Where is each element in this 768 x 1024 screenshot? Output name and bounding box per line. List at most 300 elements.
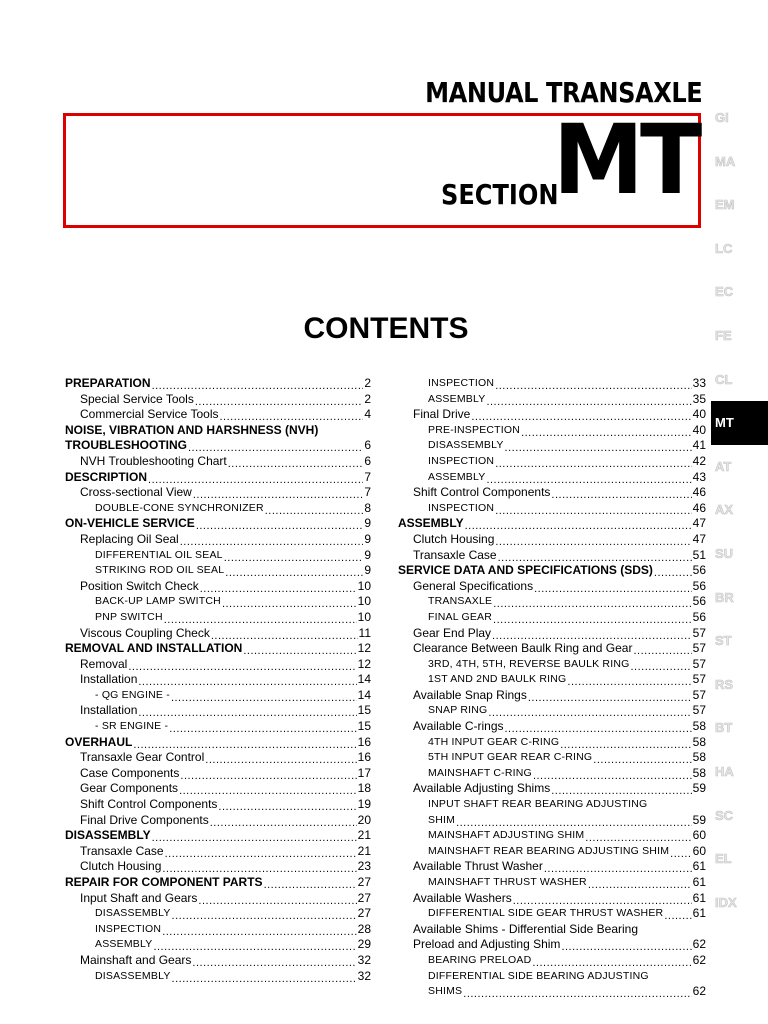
toc-entry-label[interactable]: - SR ENGINE -: [95, 720, 169, 733]
toc-entry-label[interactable]: DISASSEMBLY: [65, 828, 151, 843]
toc-entry-page: 19: [357, 797, 371, 812]
toc-leader-dots: [162, 924, 356, 937]
toc-entry-label[interactable]: ASSEMBLY: [398, 516, 464, 531]
toc-entry[interactable]: [398, 750, 706, 766]
toc-entry-label[interactable]: Shift Control Components: [413, 485, 551, 500]
toc-leader-dots: [588, 878, 692, 891]
toc-entry-page: 8: [364, 500, 371, 515]
toc-entry-page: 32: [357, 952, 371, 967]
section-tab-el[interactable]: EL: [715, 851, 732, 867]
toc-entry[interactable]: [398, 828, 706, 844]
toc-entry-page: 58: [692, 765, 706, 780]
toc-leader-dots: [495, 457, 691, 470]
toc-entry[interactable]: [398, 859, 706, 875]
toc-entry-label[interactable]: DISASSEMBLY: [95, 969, 171, 982]
toc-leader-dots: [493, 597, 691, 610]
toc-entry[interactable]: [398, 906, 706, 922]
toc-entry-label[interactable]: DOUBLE-CONE SYNCHRONIZER: [95, 501, 264, 514]
toc-leader-dots: [210, 815, 357, 828]
toc-leader-dots: [664, 909, 691, 922]
toc-entry-page: 47: [692, 531, 706, 546]
toc-entry[interactable]: [65, 937, 371, 953]
toc-leader-dots: [220, 410, 364, 423]
toc-entry[interactable]: [65, 797, 371, 813]
toc-leader-dots: [180, 535, 364, 548]
toc-entry-label[interactable]: INSPECTION: [95, 922, 162, 935]
toc-entry-label[interactable]: Shift Control Components: [80, 797, 218, 812]
toc-entry-label[interactable]: MAINSHAFT THRUST WASHER: [428, 876, 587, 888]
toc-entry-page: 57: [692, 672, 706, 687]
toc-entry[interactable]: [65, 735, 371, 751]
toc-entry-label[interactable]: Cross-sectional View: [80, 485, 192, 500]
section-tab-ma[interactable]: MA: [715, 153, 736, 169]
toc-entry-label[interactable]: NOISE, VIBRATION AND HARSHNESS (NVH): [65, 422, 319, 437]
toc-entry-label[interactable]: Mainshaft and Gears: [80, 952, 192, 967]
toc-entry[interactable]: [398, 392, 706, 408]
section-tab-lc[interactable]: LC: [715, 240, 733, 256]
toc-entry-page: 40: [692, 407, 706, 422]
toc-leader-dots: [193, 488, 363, 501]
toc-entry[interactable]: [65, 875, 371, 891]
toc-entry-label[interactable]: Available Snap Rings: [413, 687, 527, 702]
toc-entry[interactable]: [398, 657, 706, 673]
toc-entry-label[interactable]: Gear End Play: [413, 625, 492, 640]
toc-entry-page: 15: [357, 719, 371, 734]
toc-entry-label[interactable]: FINAL GEAR: [428, 610, 493, 623]
toc-leader-dots: [188, 441, 363, 454]
toc-entry-label[interactable]: Position Switch Check: [80, 578, 199, 593]
toc-entry[interactable]: [65, 719, 371, 735]
toc-leader-dots: [180, 768, 356, 781]
toc-entry[interactable]: [65, 922, 371, 938]
toc-entry-label[interactable]: DIFFERENTIAL SIDE GEAR THRUST WASHER: [428, 907, 664, 920]
toc-leader-dots: [585, 831, 691, 844]
toc-leader-dots: [495, 379, 691, 392]
manual-title: MANUAL TRANSAXLE: [424, 76, 702, 109]
toc-entry-label[interactable]: TRANSAXLE: [428, 595, 493, 608]
toc-entry[interactable]: [398, 953, 706, 969]
toc-entry-page: 20: [357, 812, 371, 827]
toc-leader-dots: [505, 722, 692, 735]
toc-leader-dots: [560, 737, 691, 750]
toc-entry[interactable]: [65, 766, 371, 782]
toc-entry-page: 46: [692, 500, 706, 515]
toc-leader-dots: [169, 722, 356, 735]
toc-leader-dots: [534, 581, 692, 594]
toc-entry[interactable]: [398, 407, 706, 423]
toc-entry-label[interactable]: Replacing Oil Seal: [80, 531, 179, 546]
toc-leader-dots: [243, 644, 356, 657]
toc-entry-label[interactable]: SNAP RING: [428, 704, 488, 717]
toc-entry[interactable]: [65, 828, 371, 844]
toc-leader-dots: [654, 566, 692, 579]
toc-leader-dots: [593, 753, 691, 766]
toc-leader-dots: [551, 784, 691, 797]
toc-entry-label[interactable]: Transaxle Gear Control: [80, 750, 205, 765]
toc-leader-dots: [648, 800, 705, 813]
toc-entry[interactable]: [398, 937, 706, 953]
toc-entry-label[interactable]: Available Shims - Differential Side Bearing: [413, 921, 639, 936]
toc-entry-label[interactable]: 1ST AND 2ND BAULK RING: [428, 673, 567, 686]
toc-entry[interactable]: [65, 906, 371, 922]
toc-entry-page: 21: [357, 843, 371, 858]
toc-entry-page: 62: [692, 984, 706, 999]
toc-entry[interactable]: [398, 516, 706, 532]
toc-entry-label[interactable]: DESCRIPTION: [65, 469, 148, 484]
toc-entry-label[interactable]: Available Adjusting Shims: [413, 781, 551, 796]
toc-entry-label[interactable]: Input Shaft and Gears: [80, 890, 198, 905]
toc-leader-dots: [172, 971, 357, 984]
toc-leader-dots: [138, 706, 356, 719]
toc-entry-label[interactable]: DIFFERENTIAL SIDE BEARING ADJUSTING: [428, 969, 649, 982]
toc-entry-label[interactable]: Clearance Between Baulk Ring and Gear: [413, 641, 633, 656]
toc-leader-dots: [465, 519, 692, 532]
toc-leader-dots: [528, 690, 692, 703]
toc-leader-dots: [211, 628, 358, 641]
toc-entry-label[interactable]: MAINSHAFT REAR BEARING ADJUSTING SHIM: [428, 844, 670, 857]
toc-entry-page: 9: [364, 563, 371, 578]
toc-leader-dots: [532, 956, 691, 969]
toc-leader-dots: [152, 831, 357, 844]
toc-leader-dots: [148, 472, 363, 485]
toc-entry-label[interactable]: Clutch Housing: [80, 859, 162, 874]
toc-entry[interactable]: [65, 423, 371, 439]
toc-entry-label[interactable]: ASSEMBLY: [95, 938, 153, 951]
toc-entry-label[interactable]: INSPECTION: [428, 501, 495, 514]
section-tab-br[interactable]: BR: [715, 589, 734, 605]
toc-entry[interactable]: [398, 376, 706, 392]
toc-entry-label[interactable]: Removal: [80, 656, 128, 671]
toc-entry-label[interactable]: DISASSEMBLY: [428, 439, 504, 452]
toc-entry-label[interactable]: 3RD, 4TH, 5TH, REVERSE BAULK RING: [428, 657, 630, 670]
toc-leader-dots: [153, 940, 356, 953]
toc-entry-label[interactable]: DISASSEMBLY: [95, 907, 171, 920]
toc-entry-label[interactable]: SERVICE DATA AND SPECIFICATIONS (SDS): [398, 563, 653, 578]
toc-leader-dots: [264, 878, 357, 891]
toc-leader-dots: [228, 457, 364, 470]
toc-entry-label[interactable]: Final Drive: [413, 407, 471, 422]
toc-entry[interactable]: [398, 454, 706, 470]
toc-entry[interactable]: [65, 641, 371, 657]
toc-entry[interactable]: [65, 470, 371, 486]
toc-leader-dots: [492, 628, 692, 641]
toc-entry[interactable]: [398, 875, 706, 891]
toc-entry-label[interactable]: Available Thrust Washer: [413, 859, 543, 874]
toc-entry[interactable]: [65, 501, 371, 517]
toc-entry[interactable]: [398, 984, 706, 1000]
section-tab-at[interactable]: AT: [715, 458, 732, 474]
toc-entry[interactable]: [65, 953, 371, 969]
toc-entry[interactable]: [398, 501, 706, 517]
toc-entry-label[interactable]: BACK-UP LAMP SWITCH: [95, 595, 221, 608]
toc-leader-dots: [224, 550, 364, 563]
toc-entry-page: 60: [692, 843, 706, 858]
toc-entry-label[interactable]: 4TH INPUT GEAR C-RING: [428, 735, 560, 748]
toc-entry-label[interactable]: SHIMS: [428, 985, 463, 998]
toc-entry-page: 61: [692, 906, 706, 921]
toc-entry[interactable]: [65, 891, 371, 907]
toc-entry-label[interactable]: Gear Components: [80, 781, 179, 796]
toc-entry[interactable]: [398, 688, 706, 704]
toc-leader-dots: [164, 613, 357, 626]
toc-entry-page: 15: [357, 703, 371, 718]
section-tab-gi[interactable]: GI: [715, 110, 729, 125]
toc-entry-label[interactable]: - QG ENGINE -: [95, 688, 170, 701]
toc-entry[interactable]: [65, 516, 371, 532]
toc-entry-page: 9: [364, 547, 371, 562]
toc-entry[interactable]: [398, 579, 706, 595]
toc-entry-page: 51: [692, 547, 706, 562]
toc-entry-page: 27: [357, 906, 371, 921]
toc-entry[interactable]: [65, 594, 371, 610]
toc-entry[interactable]: [65, 548, 371, 564]
toc-entry-label[interactable]: PREPARATION: [65, 376, 151, 390]
section-tab-ax[interactable]: AX: [715, 502, 734, 518]
toc-entry-page: 18: [357, 781, 371, 796]
toc-leader-dots: [172, 909, 357, 922]
toc-leader-dots: [196, 519, 364, 532]
toc-entry-page: 62: [692, 952, 706, 967]
toc-entry-label[interactable]: Clutch Housing: [413, 531, 495, 546]
toc-entry[interactable]: [398, 438, 706, 454]
toc-entry[interactable]: [398, 610, 706, 626]
toc-entry-page: 6: [364, 453, 371, 468]
toc-entry[interactable]: [65, 563, 371, 579]
toc-entry-label[interactable]: REMOVAL AND INSTALLATION: [65, 641, 243, 656]
toc-entry-page: 16: [357, 750, 371, 765]
toc-entry-page: 6: [364, 438, 371, 453]
toc-leader-dots: [463, 987, 691, 1000]
toc-entry-label[interactable]: STRIKING ROD OIL SEAL: [95, 564, 225, 577]
section-tab-sc[interactable]: SC: [715, 807, 734, 823]
toc-entry[interactable]: [398, 766, 706, 782]
toc-entry-page: 28: [357, 921, 371, 936]
toc-entry[interactable]: [398, 735, 706, 751]
toc-entry-page: 7: [364, 485, 371, 500]
toc-leader-dots: [533, 768, 692, 781]
toc-entry[interactable]: [398, 532, 706, 548]
section-tab-idx[interactable]: IDX: [715, 894, 737, 910]
toc-entry[interactable]: [398, 969, 706, 985]
toc-entry[interactable]: [65, 657, 371, 673]
toc-leader-dots: [138, 675, 356, 688]
toc-entry-page: 21: [357, 828, 371, 843]
toc-leader-dots: [192, 956, 356, 969]
toc-entry-page: 57: [692, 687, 706, 702]
toc-entry-label[interactable]: Final Drive Components: [80, 812, 209, 827]
toc-entry-page: 7: [364, 469, 371, 484]
toc-entry-label[interactable]: INSPECTION: [428, 377, 495, 389]
section-tab-bt[interactable]: BT: [715, 720, 733, 736]
toc-leader-dots: [205, 753, 356, 766]
toc-leader-dots: [544, 862, 692, 875]
toc-entry-label[interactable]: PNP SWITCH: [95, 610, 163, 623]
toc-leader-dots: [471, 410, 691, 423]
toc-left-column: [65, 376, 371, 984]
toc-entry-page: 57: [692, 625, 706, 640]
toc-entry[interactable]: [65, 454, 371, 470]
toc-entry-label[interactable]: ON-VEHICLE SERVICE: [65, 516, 195, 531]
toc-entry[interactable]: [398, 813, 706, 829]
toc-leader-dots: [486, 394, 691, 407]
toc-entry-page: 17: [357, 765, 371, 780]
toc-entry[interactable]: [398, 641, 706, 657]
toc-entry[interactable]: [65, 969, 371, 985]
toc-entry-page: 56: [692, 594, 706, 609]
toc-entry-page: 60: [692, 828, 706, 843]
toc-entry-label[interactable]: NVH Troubleshooting Chart: [80, 453, 227, 468]
toc-entry-label[interactable]: Available C-rings: [413, 719, 504, 734]
toc-entry-page: 27: [357, 875, 371, 889]
toc-leader-dots: [650, 971, 705, 984]
section-tab-st[interactable]: ST: [715, 633, 732, 649]
toc-entry-page: 14: [357, 672, 371, 687]
toc-entry-label[interactable]: Available Washers: [413, 890, 512, 905]
toc-leader-dots: [495, 503, 691, 516]
section-tab-mt[interactable]: MT: [711, 401, 768, 445]
toc-entry[interactable]: [398, 470, 706, 486]
toc-entry-label[interactable]: Transaxle Case: [413, 547, 497, 562]
toc-entry-label[interactable]: ASSEMBLY: [428, 392, 486, 405]
toc-entry-label[interactable]: PRE-INSPECTION: [428, 423, 521, 436]
toc-entry-page: 4: [364, 407, 371, 422]
toc-entry[interactable]: [65, 688, 371, 704]
toc-entry-label[interactable]: Commercial Service Tools: [80, 407, 219, 422]
toc-entry-label[interactable]: General Specifications: [413, 578, 534, 593]
toc-entry[interactable]: [398, 485, 706, 501]
toc-entry[interactable]: [65, 672, 371, 688]
toc-entry[interactable]: [398, 594, 706, 610]
section-tab-su[interactable]: SU: [715, 545, 734, 561]
toc-entry[interactable]: [65, 532, 371, 548]
toc-entry-page: 10: [357, 609, 371, 624]
section-tab-rs[interactable]: RS: [715, 676, 734, 692]
toc-entry[interactable]: [398, 844, 706, 860]
toc-leader-dots: [561, 940, 691, 953]
toc-entry-page: 33: [692, 376, 706, 390]
toc-entry[interactable]: [398, 423, 706, 439]
toc-entry-label[interactable]: INSPECTION: [428, 454, 495, 467]
toc-entry-label[interactable]: BEARING PRELOAD: [428, 953, 532, 966]
toc-entry[interactable]: [65, 813, 371, 829]
toc-entry-page: 14: [357, 687, 371, 702]
toc-leader-dots: [179, 784, 357, 797]
toc-leader-dots: [498, 550, 692, 563]
toc-entry[interactable]: [65, 781, 371, 797]
toc-entry-label[interactable]: DIFFERENTIAL OIL SEAL: [95, 548, 223, 561]
toc-leader-dots: [639, 924, 705, 937]
toc-leader-dots: [456, 815, 692, 828]
toc-entry-page: 9: [364, 531, 371, 546]
toc-entry[interactable]: [65, 859, 371, 875]
toc-entry-page: 57: [692, 641, 706, 656]
toc-entry[interactable]: [65, 626, 371, 642]
toc-entry[interactable]: [398, 626, 706, 642]
toc-entry-label[interactable]: REPAIR FOR COMPONENT PARTS: [65, 875, 263, 889]
toc-entry[interactable]: [398, 797, 706, 813]
toc-entry-label[interactable]: OVERHAUL: [65, 734, 133, 749]
section-code: MT: [553, 104, 699, 216]
toc-entry[interactable]: [65, 438, 371, 454]
toc-entry-page: 57: [692, 703, 706, 718]
toc-entry-page: 41: [692, 438, 706, 453]
toc-entry-page: 59: [692, 812, 706, 827]
toc-entry[interactable]: [398, 548, 706, 564]
toc-leader-dots: [493, 613, 692, 626]
toc-entry-page: 46: [692, 485, 706, 500]
toc-entry-label[interactable]: Special Service Tools: [80, 391, 194, 406]
toc-entry-label[interactable]: ASSEMBLY: [428, 470, 486, 483]
section-tab-fe[interactable]: FE: [715, 327, 732, 343]
toc-entry[interactable]: [398, 563, 706, 579]
toc-entry[interactable]: [398, 672, 706, 688]
toc-entry-label[interactable]: TROUBLESHOOTING: [65, 438, 187, 453]
toc-entry-label[interactable]: Transaxle Case: [80, 843, 164, 858]
section-tab-ec[interactable]: EC: [715, 284, 734, 300]
toc-entry-page: 2: [364, 391, 371, 406]
toc-entry-label[interactable]: INPUT SHAFT REAR BEARING ADJUSTING: [428, 798, 648, 811]
toc-entry[interactable]: [398, 922, 706, 938]
toc-entry-label[interactable]: Preload and Adjusting Shim: [413, 937, 561, 952]
section-index-tabs: [711, 96, 768, 924]
toc-entry-label[interactable]: MAINSHAFT C-RING: [428, 766, 532, 779]
toc-entry-label[interactable]: MAINSHAFT ADJUSTING SHIM: [428, 829, 585, 842]
toc-entry[interactable]: [65, 407, 371, 423]
toc-entry-label[interactable]: Case Components: [80, 765, 180, 780]
toc-leader-dots: [513, 893, 692, 906]
toc-entry-page: 61: [692, 859, 706, 874]
toc-leader-dots: [195, 394, 363, 407]
toc-leader-dots: [633, 644, 691, 657]
toc-entry-label[interactable]: Viscous Coupling Check: [80, 625, 210, 640]
toc-entry-page: 29: [357, 937, 371, 952]
toc-entry-page: 58: [692, 750, 706, 765]
toc-entry[interactable]: [398, 719, 706, 735]
toc-entry[interactable]: [398, 703, 706, 719]
toc-leader-dots: [165, 846, 357, 859]
toc-leader-dots: [218, 800, 356, 813]
toc-entry-label[interactable]: SHIM: [428, 813, 456, 826]
toc-entry[interactable]: [65, 703, 371, 719]
toc-entry-page: 9: [364, 516, 371, 531]
toc-leader-dots: [630, 659, 691, 672]
toc-entry[interactable]: [65, 844, 371, 860]
toc-entry[interactable]: [65, 610, 371, 626]
toc-entry-label[interactable]: Installation: [80, 672, 138, 687]
toc-entry-label[interactable]: 5TH INPUT GEAR REAR C-RING: [428, 751, 593, 764]
toc-entry-page: 56: [692, 609, 706, 624]
toc-leader-dots: [171, 690, 357, 703]
toc-leader-dots: [495, 535, 691, 548]
toc-entry[interactable]: [65, 392, 371, 408]
toc-entry-page: 23: [357, 859, 371, 874]
toc-entry[interactable]: [398, 891, 706, 907]
toc-entry[interactable]: [65, 376, 371, 392]
toc-entry[interactable]: [398, 781, 706, 797]
toc-entry-page: 10: [357, 594, 371, 609]
toc-leader-dots: [551, 488, 691, 501]
section-tab-cl[interactable]: CL: [715, 371, 733, 387]
toc-entry[interactable]: [65, 485, 371, 501]
section-tab-em[interactable]: EM: [715, 197, 735, 213]
toc-entry-label[interactable]: Installation: [80, 703, 138, 718]
toc-entry[interactable]: [65, 750, 371, 766]
toc-entry[interactable]: [65, 579, 371, 595]
section-tab-ha[interactable]: HA: [715, 763, 734, 779]
toc-leader-dots: [200, 581, 357, 594]
toc-entry-page: 56: [692, 578, 706, 593]
toc-entry-page: 58: [692, 734, 706, 749]
